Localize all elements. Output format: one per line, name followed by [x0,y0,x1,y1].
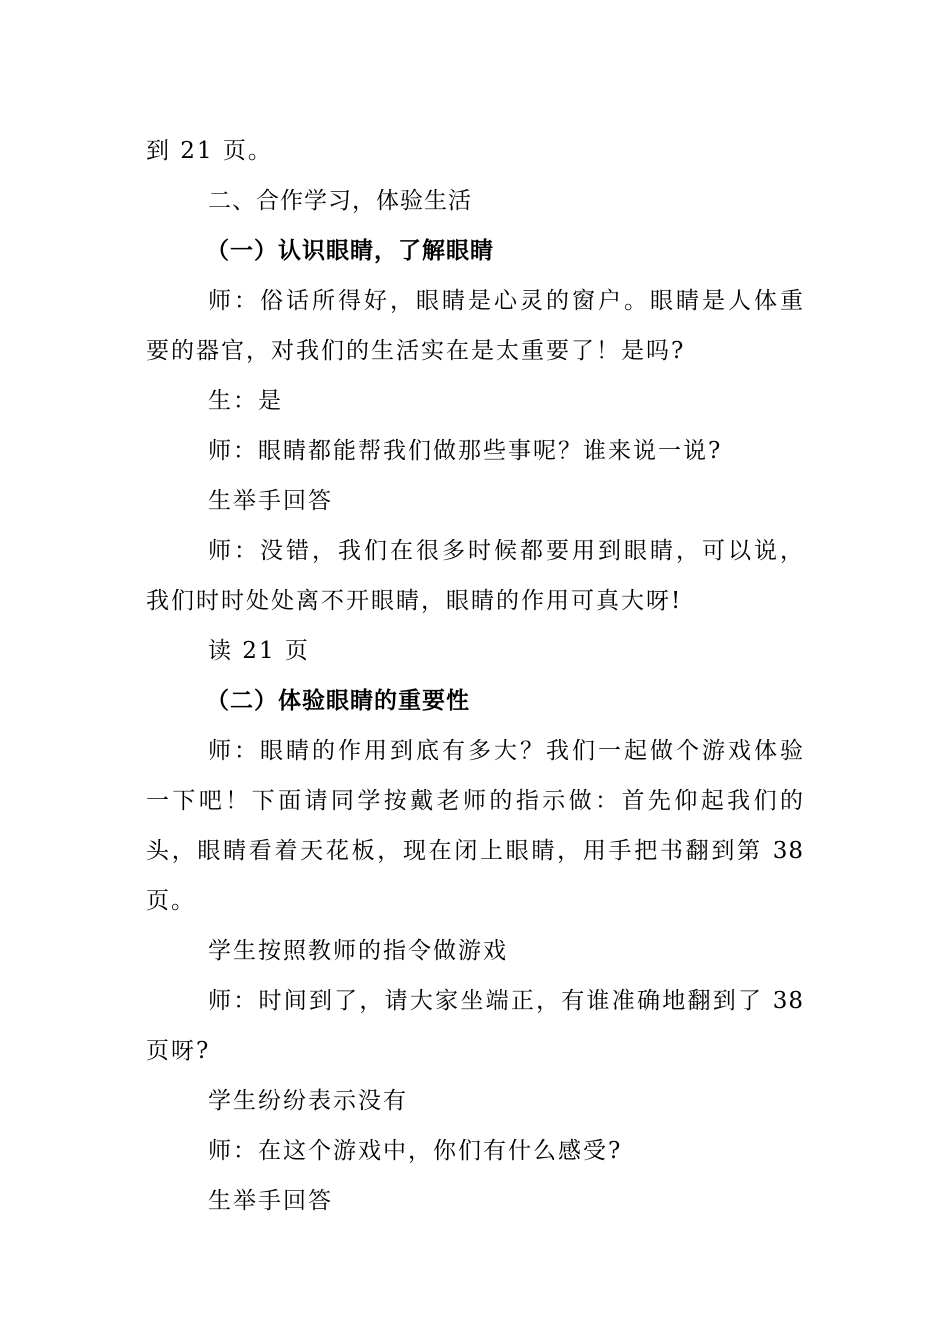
dialogue-line: 生：是 [208,388,283,414]
dialogue-line: 师：在这个游戏中，你们有什么感受? [208,1138,623,1164]
text-line-continuation: 到 21 页。 [146,138,273,164]
dialogue-line: 生举手回答 [208,1188,333,1214]
instruction-line: 读 21 页 [208,638,310,664]
paragraph-line: 头，眼睛看着天花板，现在闭上眼睛，用手把书翻到第 38 [146,838,804,864]
paragraph-line: 页。 [146,888,196,914]
paragraph-line: 师：没错，我们在很多时候都要用到眼睛，可以说， [208,538,804,564]
paragraph-line: 师：眼睛的作用到底有多大？我们一起做个游戏体验 [208,738,804,764]
subsection-heading-2: （二）体验眼睛的重要性 [206,687,470,714]
paragraph-line: 师：时间到了，请大家坐端正，有谁准确地翻到了 38 [208,988,804,1014]
section-heading: 二、合作学习，体验生活 [208,188,472,214]
paragraph-line: 我们时时处处离不开眼睛，眼睛的作用可真大呀! [146,588,683,614]
paragraph-line: 师：俗话所得好，眼睛是心灵的窗户。眼睛是人体重 [208,288,804,314]
paragraph-line: 一下吧！下面请同学按戴老师的指示做：首先仰起我们的 [146,788,804,814]
paragraph-line: 页呀? [146,1038,211,1064]
subsection-heading-1: （一）认识眼睛，了解眼睛 [206,237,494,264]
dialogue-line: 学生纷纷表示没有 [208,1088,408,1114]
dialogue-line: 学生按照教师的指令做游戏 [208,938,508,964]
paragraph-line: 要的器官，对我们的生活实在是太重要了！是吗? [146,338,686,364]
dialogue-line: 师：眼睛都能帮我们做那些事呢？谁来说一说? [208,438,723,464]
dialogue-line: 生举手回答 [208,488,333,514]
